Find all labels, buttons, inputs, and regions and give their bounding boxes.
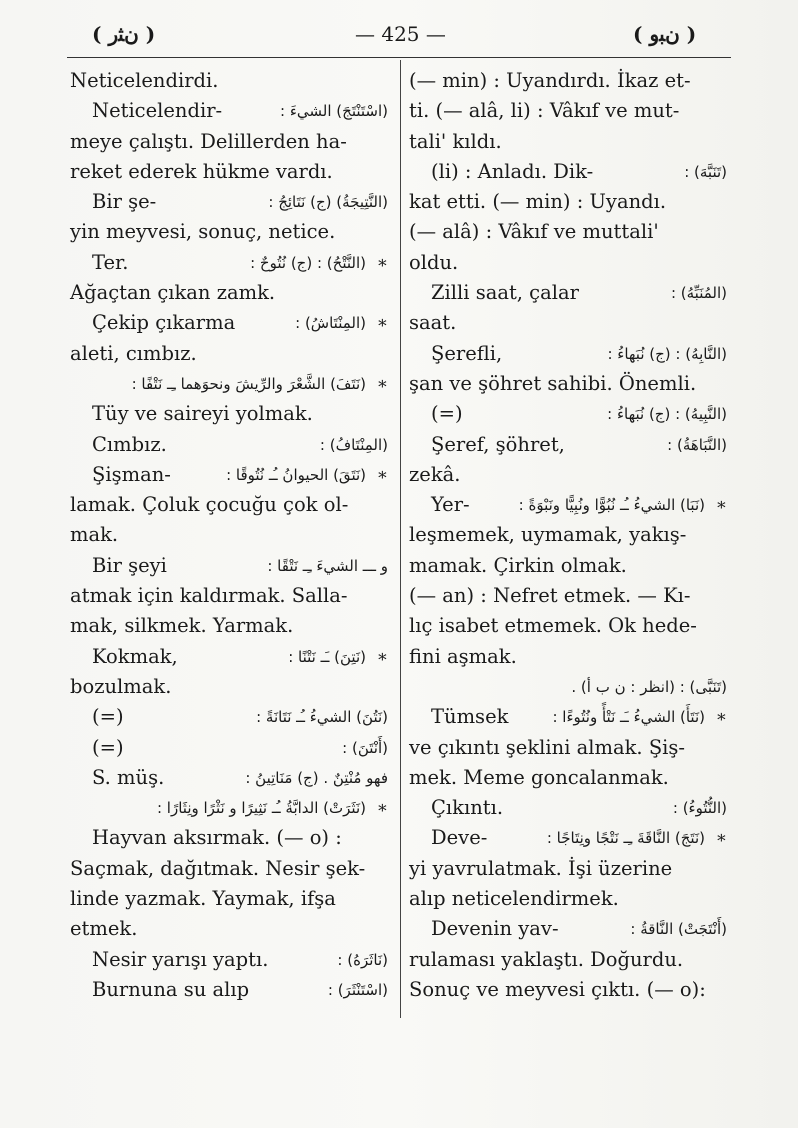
turkish-text: S. müş.	[92, 765, 165, 789]
arabic-headword: (المِنْتَافُ) :	[319, 435, 388, 454]
turkish-text: (— an) : Nefret etmek. — Kı-	[409, 584, 691, 608]
dictionary-line	[409, 127, 727, 157]
turkish-text: tali' kıldı.	[409, 129, 502, 153]
arabic-headword: (تَنَبَّى) : (انظر : ن ب أ) .	[571, 677, 727, 696]
dictionary-line	[409, 884, 727, 914]
entry-star-icon: ∗	[376, 373, 388, 394]
turkish-text: meye çalıştı. Delillerden ha-	[70, 129, 347, 153]
arabic-headword: (النُّتُوءُ) :	[672, 799, 727, 818]
turkish-text: leşmemek, uymamak, yakış-	[409, 523, 687, 547]
dictionary-line	[70, 520, 388, 550]
dictionary-line	[70, 278, 388, 308]
dictionary-line	[70, 611, 388, 641]
dictionary-line	[409, 399, 727, 429]
dictionary-line	[409, 702, 727, 732]
turkish-text: (li) : Anladı. Dik-	[431, 159, 594, 183]
turkish-text: atmak için kaldırmak. Salla-	[70, 584, 348, 608]
turkish-text: (— min) : Uyandırdı. İkaz et-	[409, 69, 691, 92]
dictionary-line	[70, 96, 388, 126]
dictionary-line	[409, 248, 727, 278]
dictionary-line	[409, 914, 727, 944]
dictionary-line	[409, 581, 727, 611]
dictionary-line	[70, 581, 388, 611]
dictionary-line	[409, 520, 727, 550]
turkish-text: Neticelendirdi.	[70, 69, 219, 92]
dictionary-line	[409, 308, 727, 338]
arabic-headword: (نَاثَرَهُ) :	[337, 950, 388, 969]
turkish-text: Ter.	[92, 250, 129, 274]
dictionary-line	[409, 96, 727, 126]
entry-star-icon: ∗	[715, 828, 727, 849]
header-right-root: ( ﻥﺒﻭ )	[633, 22, 697, 46]
turkish-text: Ağaçtan çıkan zamk.	[70, 281, 276, 305]
dictionary-line	[409, 66, 727, 96]
dictionary-line	[409, 187, 727, 217]
dictionary-line	[409, 278, 727, 308]
arabic-headword: فهو مُنْتِنٌ . (ج) مَنَاتِينُ :	[245, 768, 388, 787]
turkish-text: Zilli saat, çalar	[431, 281, 579, 305]
turkish-text: mamak. Çirkin olmak.	[409, 553, 627, 577]
dictionary-line	[409, 369, 727, 399]
dictionary-line	[70, 884, 388, 914]
arabic-headword: (اسْتَنْثَرَ) :	[327, 980, 388, 999]
turkish-text: Tümsek	[431, 705, 509, 729]
dictionary-line	[409, 551, 727, 581]
turkish-text: Deve-	[431, 826, 488, 850]
entry-star-icon: ∗	[376, 252, 388, 273]
turkish-text: mak, silkmek. Yarmak.	[70, 614, 294, 638]
arabic-headword: و ـــ الشيءَ ـِـ نَتْقًا :	[267, 556, 388, 575]
turkish-text: lıç isabet etmemek. Ok hede-	[409, 614, 697, 638]
arabic-headword: (أَنْتَنَ) :	[342, 738, 388, 757]
entry-star-icon: ∗	[376, 464, 388, 485]
turkish-text: Nesir yarışı yaptı.	[92, 947, 269, 971]
entry-star-icon: ∗	[376, 313, 388, 334]
turkish-text: ti. (— alâ, li) : Vâkıf ve mut-	[409, 99, 680, 123]
turkish-text: Cımbız.	[92, 432, 167, 456]
dictionary-line	[70, 702, 388, 732]
turkish-text: (=)	[92, 735, 124, 759]
turkish-text: Sonuç ve meyvesi çıktı. (— o):	[409, 977, 706, 1001]
arabic-headword: (تَنَبَّهَ) :	[684, 162, 727, 181]
dictionary-line	[70, 248, 388, 278]
turkish-text: Bir şe-	[92, 190, 157, 214]
turkish-text: aleti, cımbız.	[70, 341, 197, 365]
dictionary-line	[70, 369, 388, 399]
dictionary-line	[70, 642, 388, 672]
dictionary-line	[70, 763, 388, 793]
left-column	[70, 66, 388, 1005]
dictionary-line	[70, 339, 388, 369]
turkish-text: oldu.	[409, 250, 459, 274]
dictionary-line	[409, 460, 727, 490]
dictionary-line	[70, 187, 388, 217]
turkish-text: Çıkıntı.	[431, 796, 504, 820]
arabic-headword: (نَتِنَ) ـَـ نَتْنًا :	[288, 647, 366, 666]
turkish-text: kat etti. (— min) : Uyandı.	[409, 190, 667, 214]
arabic-headword: (نَبَا) الشيءُ ـُـ نُبُوًّا ونُبِيًّا ونَبْوَةً :	[518, 496, 705, 515]
arabic-headword: (المِنْتَاشُ) :	[295, 314, 366, 333]
arabic-headword: (المُنَبِّهُ) :	[670, 284, 727, 303]
dictionary-line	[70, 460, 388, 490]
arabic-headword: (النَّبَاهَةُ) :	[667, 435, 727, 454]
turkish-text: Neticelendir-	[92, 99, 223, 123]
dictionary-line	[409, 490, 727, 520]
turkish-text: reket ederek hükme vardı.	[70, 159, 333, 183]
dictionary-line	[70, 217, 388, 247]
turkish-text: (=)	[92, 705, 124, 729]
dictionary-line	[70, 945, 388, 975]
dictionary-line	[70, 127, 388, 157]
turkish-text: Hayvan aksırmak. (— o) :	[92, 826, 342, 850]
turkish-text: yin meyvesi, sonuç, netice.	[70, 220, 336, 244]
turkish-text: Kokmak,	[92, 644, 178, 668]
header-left-root: ( ﻥﺜﺭ )	[92, 22, 156, 46]
column-divider	[400, 60, 401, 1018]
arabic-headword: (النَّتِيجَةُ) (ج) نَتَائِجُ :	[268, 193, 388, 212]
dictionary-line	[70, 793, 388, 823]
entry-star-icon: ∗	[715, 707, 727, 728]
turkish-text: mak.	[70, 523, 119, 547]
dictionary-line	[70, 308, 388, 338]
dictionary-line	[409, 854, 727, 884]
dictionary-line	[409, 611, 727, 641]
dictionary-line	[409, 823, 727, 853]
arabic-headword: (النَّتْحُ) : (ج) نُتُوحٌ :	[250, 253, 366, 272]
page-number: — 425 —	[355, 22, 446, 46]
dictionary-line	[409, 975, 727, 1005]
turkish-text: saat.	[409, 311, 457, 335]
turkish-text: alıp neticelendirmek.	[409, 887, 619, 911]
arabic-headword: (النَّبِيهُ) : (ج) نُبَهاءُ :	[607, 405, 727, 424]
dictionary-line	[409, 642, 727, 672]
dictionary-line	[70, 672, 388, 702]
turkish-text: Burnuna su alıp	[92, 977, 250, 1001]
arabic-headword: (أَنْتَجَتْ) النَّاقةُ :	[630, 920, 727, 939]
dictionary-line	[409, 945, 727, 975]
arabic-headword: (اسْتَنْتَجَ) الشيءَ :	[280, 102, 388, 121]
arabic-headword: (نَتَفَ) الشَّعْرَ والرِّيشَ ونحوَهما ـِـ نَتْفًا :	[131, 374, 366, 393]
arabic-headword: (نَتَأَ) الشيءُ ـَـ نَتْأً ونُتُوءًا :	[552, 708, 705, 727]
turkish-text: Tüy ve saireyi yolmak.	[92, 402, 313, 426]
dictionary-line	[70, 430, 388, 460]
entry-star-icon: ∗	[376, 798, 388, 819]
right-column	[409, 66, 727, 1005]
dictionary-line	[70, 551, 388, 581]
dictionary-line	[70, 399, 388, 429]
turkish-text: lamak. Çoluk çocuğu çok ol-	[70, 493, 349, 517]
dictionary-line	[70, 854, 388, 884]
dictionary-line	[70, 490, 388, 520]
turkish-text: linde yazmak. Yaymak, ifşa	[70, 887, 336, 911]
turkish-text: Şerefli,	[431, 341, 503, 365]
dictionary-line	[409, 733, 727, 763]
dictionary-line	[409, 793, 727, 823]
dictionary-line	[70, 823, 388, 853]
turkish-text: Çekip çıkarma	[92, 311, 236, 335]
turkish-text: Yer-	[431, 493, 470, 517]
arabic-headword: (النَّابِهُ) : (ج) نُبَهاءُ :	[607, 344, 727, 363]
dictionary-line	[409, 217, 727, 247]
arabic-headword: (نَثَرَتْ) الدابَّةُ ـُـ نَثِيرًا و نَثْرًا ونِثَارًا :	[156, 799, 366, 818]
turkish-text: (— alâ) : Vâkıf ve muttali'	[409, 220, 659, 244]
turkish-text: zekâ.	[409, 462, 461, 486]
turkish-text: rulaması yaklaştı. Doğurdu.	[409, 947, 684, 971]
dictionary-line	[70, 914, 388, 944]
turkish-text: şan ve şöhret sahibi. Önemli.	[409, 371, 697, 395]
arabic-headword: (نَتُنَ) الشيءُ ـُـ نَتَانَةً :	[256, 708, 388, 727]
arabic-headword: (نَتَقَ) الحيوانُ ـُـ نُتُوقًا :	[226, 465, 366, 484]
dictionary-line	[70, 975, 388, 1005]
dictionary-line	[70, 157, 388, 187]
dictionary-line	[409, 763, 727, 793]
dictionary-line	[409, 339, 727, 369]
turkish-text: fini aşmak.	[409, 644, 517, 668]
turkish-text: Devenin yav-	[431, 917, 559, 941]
turkish-text: Bir şeyi	[92, 553, 167, 577]
turkish-text: Şişman-	[92, 462, 171, 486]
dictionary-line	[409, 157, 727, 187]
turkish-text: (=)	[431, 402, 463, 426]
turkish-text: yi yavrulatmak. İşi üzerine	[409, 856, 673, 880]
turkish-text: Saçmak, dağıtmak. Nesir şek-	[70, 856, 366, 880]
arabic-headword: (نَتَجَ) النَّاقَةَ ـِـ نَتْجًا ونِتَاجًا :	[546, 829, 705, 848]
header-rule	[67, 57, 731, 58]
dictionary-line	[409, 430, 727, 460]
turkish-text: Şeref, şöhret,	[431, 432, 565, 456]
dictionary-line	[70, 733, 388, 763]
turkish-text: bozulmak.	[70, 674, 172, 698]
turkish-text: mek. Meme goncalanmak.	[409, 765, 669, 789]
dictionary-line	[70, 66, 388, 96]
entry-star-icon: ∗	[715, 495, 727, 516]
turkish-text: ve çıkıntı şeklini almak. Şiş-	[409, 735, 686, 759]
dictionary-line	[409, 672, 727, 702]
entry-star-icon: ∗	[376, 646, 388, 667]
turkish-text: etmek.	[70, 917, 138, 941]
